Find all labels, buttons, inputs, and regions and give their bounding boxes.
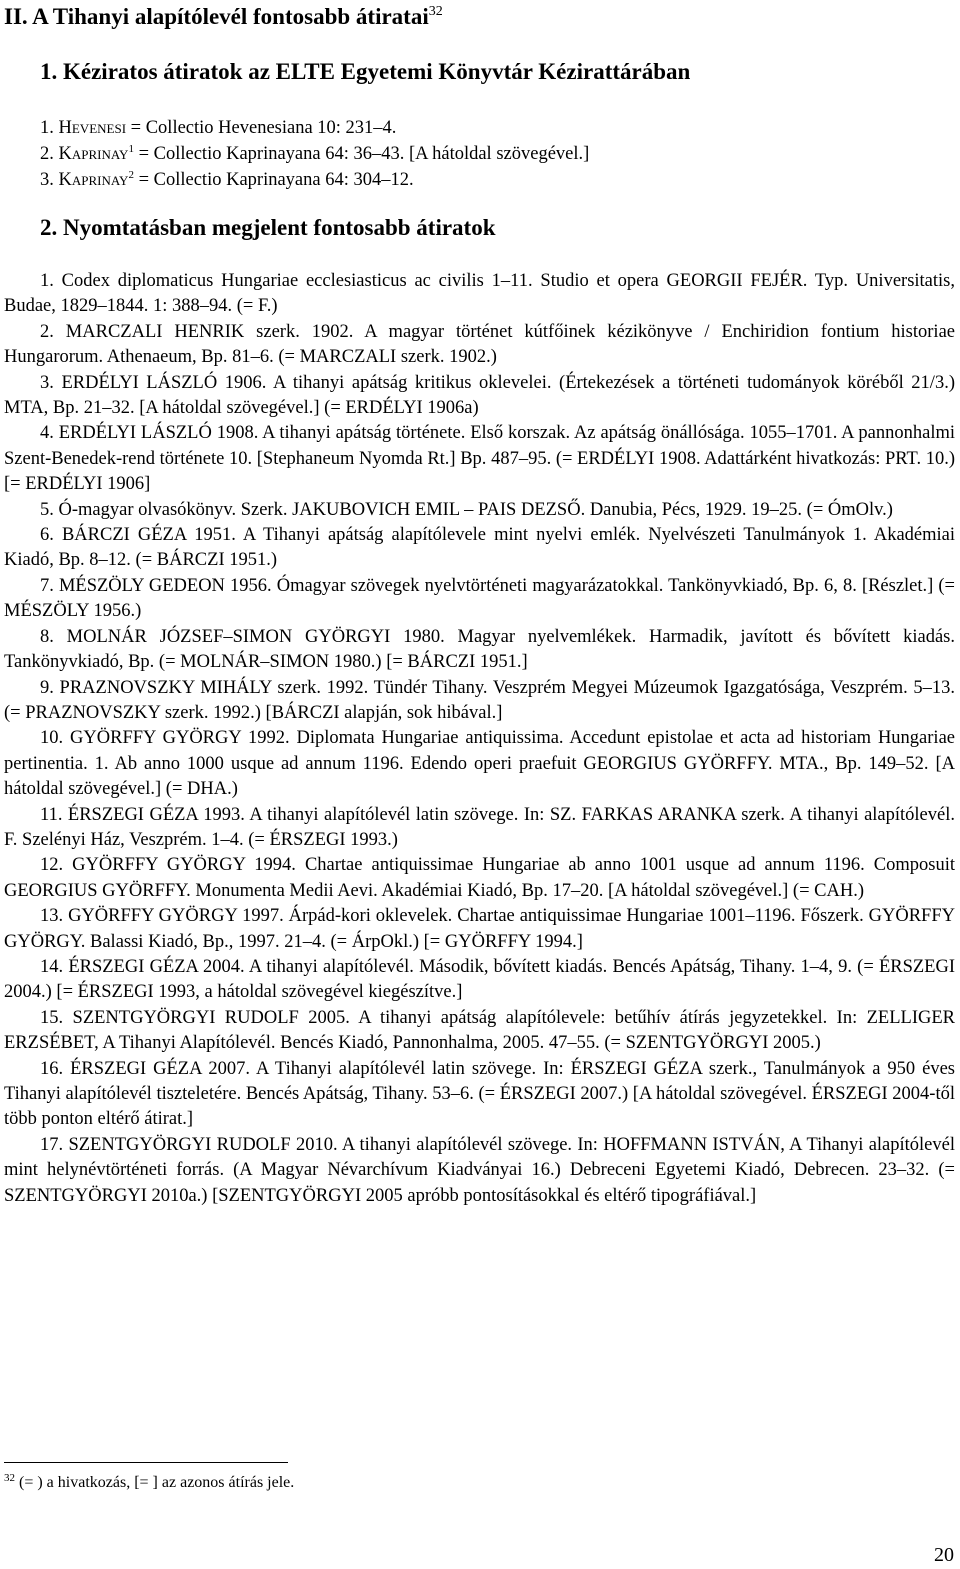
list-item: 7. MÉSZÖLY GEDEON 1956. Ómagyar szövegek nyelvtörténeti magyarázatokkal. Tankönyvkiadó, Bp. 6, 8. [Részlet.] (= MÉSZÖLY 1956.) xyxy=(4,575,955,622)
list-item: 9. PRAZNOVSZKY MIHÁLY szerk. 1992. Tündér Tihany. Veszprém Megyei Múzeumok Igazgatósága, Veszprém. 5–13. (= PRAZNOVSZKY szerk. 1992.) [BÁRCZI alapján, sok hibával.] xyxy=(4,677,955,723)
footnote-number: 32 xyxy=(4,1472,15,1484)
footnote-text: (= ) a hivatkozás, [= ] az azonos átírás jele. xyxy=(19,1474,295,1491)
list-item: 13. GYÖRFFY GYÖRGY 1997. Árpád-kori oklevelek. Chartae antiquissimae Hungariae 1001–1196. Főszerk. GYÖRFFY GYÖRGY. Balassi Kiadó, Bp., 1997. 21–4. (= ÁrpOkl.) [= GYÖRFFY 1994.] xyxy=(4,906,955,952)
chapter-title: II. A Tihanyi alapítólevél fontosabb átiratai xyxy=(4,4,429,29)
list-item: 3. ERDÉLYI LÁSZLÓ 1906. A tihanyi apátság kritikus oklevelei. (Értekezések a történeti tudományok köréből 21/3.) MTA, Bp. 21–32. [A hátoldal szövegével.] (= ERDÉLYI 1906a) xyxy=(4,372,955,419)
list-item: 17. SZENTGYÖRGYI RUDOLF 2010. A tihanyi alapítólevél szövege. In: HOFFMANN ISTVÁN, A Tihanyi alapítólevél mint helynévtörténeti forrás. (A Magyar Névarchívum Kiadványai 16.) Debreceni Egyetemi Kiadó, Debrecen. 23–32. (= SZENTGYÖRGYI 2010a.) [SZENTGYÖRGYI 2005 apróbb pontosításokkal és eltérő tipográfiával.] xyxy=(4,1134,955,1206)
manuscript-item: 3. Kaprinay$^2$ = Collectio Kaprinayana 64: 304–12. xyxy=(40,169,414,190)
footnote-divider xyxy=(4,1462,288,1463)
list-item: 4. ERDÉLYI LÁSZLÓ 1908. A tihanyi apátság története. Első korszak. Az apátság önállósága. 1055–1701. A pannonhalmi Szent-Benedek-rend története 10. [Stephaneum Nyomda Rt.] Bp. 487–95. (= ERDÉLYI 1908. Adattárként hivatkozás: PRT. 10.) [= ERDÉLYI 1906] xyxy=(4,423,955,495)
list-item: 5. Ó-magyar olvasókönyv. Szerk. JAKUBOVICH EMIL – PAIS DEZSŐ. Danubia, Pécs, 1929. 19–25. (= ÓmOlv.) xyxy=(40,499,893,520)
manuscript-item: 1. Hevenesi = Collectio Hevenesiana 10: 231–4. xyxy=(40,118,397,138)
footnote xyxy=(4,1472,294,1494)
list-item: 1. Codex diplomaticus Hungariae ecclesiasticus ac civilis 1–11. Studio et opera GEORGII FEJÉR. Typ. Universitatis, Budae, 1829–1844. 1: 388–94. (= F.) xyxy=(4,271,955,317)
list-item: 16. ÉRSZEGI GÉZA 2007. A Tihanyi alapítólevél latin szövege. In: ÉRSZEGI GÉZA szerk., Tanulmányok a 950 éves Tihanyi alapítólevél tiszteletére. Bencés Apátság, Tihany. 53–6. (= ÉRSZEGI 2007.) [A hátoldal szövegével. ÉRSZEGI 2004-től több ponton eltérő átirat.] xyxy=(4,1058,955,1130)
manuscript-item: 2. Kaprinay$^1$ = Collectio Kaprinayana 64: 36–43. [A hátoldal szövegével.] xyxy=(40,143,590,164)
list-item: 14. ÉRSZEGI GÉZA 2004. A tihanyi alapítólevél. Második, bővített kiadás. Bencés Apátság, Tihany. 1–4, 9. (= ÉRSZEGI 2004.) [= ÉRSZEGI 1993, a hátoldal szövegével kiegészítve.] xyxy=(4,956,955,1003)
list-item: 11. ÉRSZEGI GÉZA 1993. A tihanyi alapítólevél latin szövege. In: SZ. FARKAS ARANKA szerk. A tihanyi alapítólevél. F. Szelényi Ház, Veszprém. 1–4. (= ÉRSZEGI 1993.) xyxy=(4,804,955,850)
list-item: 6. BÁRCZI GÉZA 1951. A Tihanyi apátság alapítólevele mint nyelvi emlék. Nyelvészeti Tanulmányok 1. Akadémiai Kiadó, Bp. 8–12. (= BÁRCZI 1951.) xyxy=(4,525,955,571)
section-heading-printed: 2. Nyomtatásban megjelent fontosabb átiratok xyxy=(40,215,496,240)
page-number: 20 xyxy=(934,1544,954,1566)
list-item: 12. GYÖRFFY GYÖRGY 1994. Chartae antiquissimae Hungariae ab anno 1001 usque ad annum 1196. Composuit GEORGIUS GYÖRFFY. Monumenta Medii Aevi. Akadémiai Kiadó, Bp. 17–20. [A hátoldal szövegével.] (= CAH.) xyxy=(4,855,955,901)
chapter-heading xyxy=(4,2,443,32)
list-item: 8. MOLNÁR JÓZSEF–SIMON GYÖRGYI 1980. Magyar nyelvemlékek. Harmadik, javított és bővített kiadás. Tankönyvkiadó, Bp. (= MOLNÁR–SIMON 1980.) [= BÁRCZI 1951.] xyxy=(4,626,955,673)
footnote-reference[interactable]: 32 xyxy=(428,4,443,19)
manuscript-list xyxy=(40,115,589,193)
section-heading-manuscripts: 1. Kéziratos átiratok az ELTE Egyetemi Könyvtár Kézirattárában xyxy=(40,59,691,84)
printed-transcriptions-list xyxy=(4,269,955,1209)
list-item: 2. MARCZALI HENRIK szerk. 1902. A magyar történet kútfőinek kézikönyve / Enchiridion fontium historiae Hungarorum. Athenaeum, Bp. 81–6. (= MARCZALI szerk. 1902.) xyxy=(4,321,955,368)
list-item: 15. SZENTGYÖRGYI RUDOLF 2005. A tihanyi apátság alapítólevele: betűhív átírás jegyzetekkel. In: ZELLIGER ERZSÉBET, A Tihanyi Alapítólevél. Bencés Kiadó, Pannonhalma, 2005. 47–55. (= SZENTGYÖRGYI 2005.) xyxy=(4,1007,955,1054)
list-item: 10. GYÖRFFY GYÖRGY 1992. Diplomata Hungariae antiquissima. Accedunt epistolae et acta ad historiam Hungariae pertinentia. 1. Ab anno 1000 usque ad annum 1196. Edendo operi praefuit GEORGIUS GYÖRFFY. MTA., Bp. 149–52. [A hátoldal szövegével.] (= DHA.) xyxy=(4,728,955,800)
